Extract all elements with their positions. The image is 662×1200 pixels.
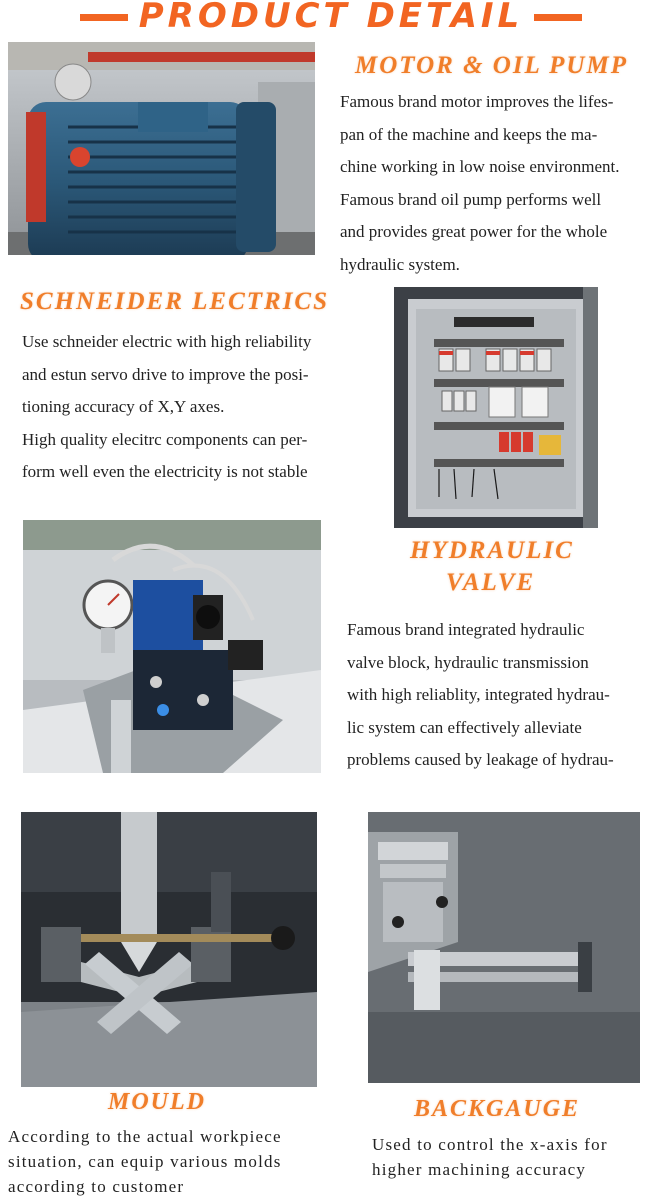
motor-photo (8, 42, 315, 255)
backgauge-photo (368, 812, 640, 1083)
schneider-description (22, 326, 311, 489)
text-line: Famous brand motor improves the lifes- (340, 92, 614, 111)
page-title: PRODUCT DETAIL (138, 0, 524, 36)
text-line: with high reliablity, integrated hydrau- (347, 685, 610, 704)
banner-left-bar (80, 14, 128, 21)
hydraulic-heading-line2: VALVE (446, 569, 536, 596)
text-line: Famous brand integrated hydraulic (347, 620, 585, 639)
hydraulic-description (347, 614, 614, 777)
text-line: High quality elecitrc components can per- (22, 429, 308, 449)
mould-photo (21, 812, 317, 1087)
text-line: according to customer (8, 1177, 185, 1196)
text-line: hydraulic system. (340, 254, 460, 274)
text-line: Used to control the x-axis for (372, 1135, 608, 1154)
text-line: higher machining accuracy (372, 1160, 587, 1179)
text-line: situation, can equip various molds (8, 1152, 282, 1171)
mould-heading: MOULD (108, 1089, 206, 1115)
hydraulic-heading-line1: HYDRAULIC (410, 537, 574, 564)
text-line: problems caused by leakage of hydrau- (347, 750, 614, 769)
schneider-heading: SCHNEIDER LECTRICS (20, 288, 330, 315)
text-line: Famous brand oil pump performs well (340, 189, 602, 209)
text-line: and estun servo drive to improve the posi- (22, 364, 309, 384)
banner-right-bar (534, 14, 582, 21)
text-line: chine working in low noise environment. (340, 157, 620, 176)
backgauge-description (372, 1132, 608, 1182)
text-line: lic system can effectively alleviate (347, 717, 582, 737)
text-line: and provides great power for the whole (340, 222, 608, 241)
text-line: pan of the machine and keeps the ma- (340, 124, 598, 144)
motor-description (340, 86, 620, 281)
electric-cabinet-photo (394, 287, 598, 528)
text-line: Use schneider electric with high reliability (22, 332, 312, 351)
motor-heading: MOTOR & OIL PUMP (355, 52, 628, 79)
text-line: tioning accuracy of X,Y axes. (22, 397, 225, 416)
mould-description (8, 1124, 282, 1199)
text-line: form well even the electricity is not stable (22, 462, 308, 481)
backgauge-heading: BACKGAUGE (414, 1096, 581, 1122)
text-line: According to the actual workpiece (8, 1127, 282, 1146)
hydraulic-valve-photo (23, 520, 321, 773)
text-line: valve block, hydraulic transmission (347, 652, 589, 672)
